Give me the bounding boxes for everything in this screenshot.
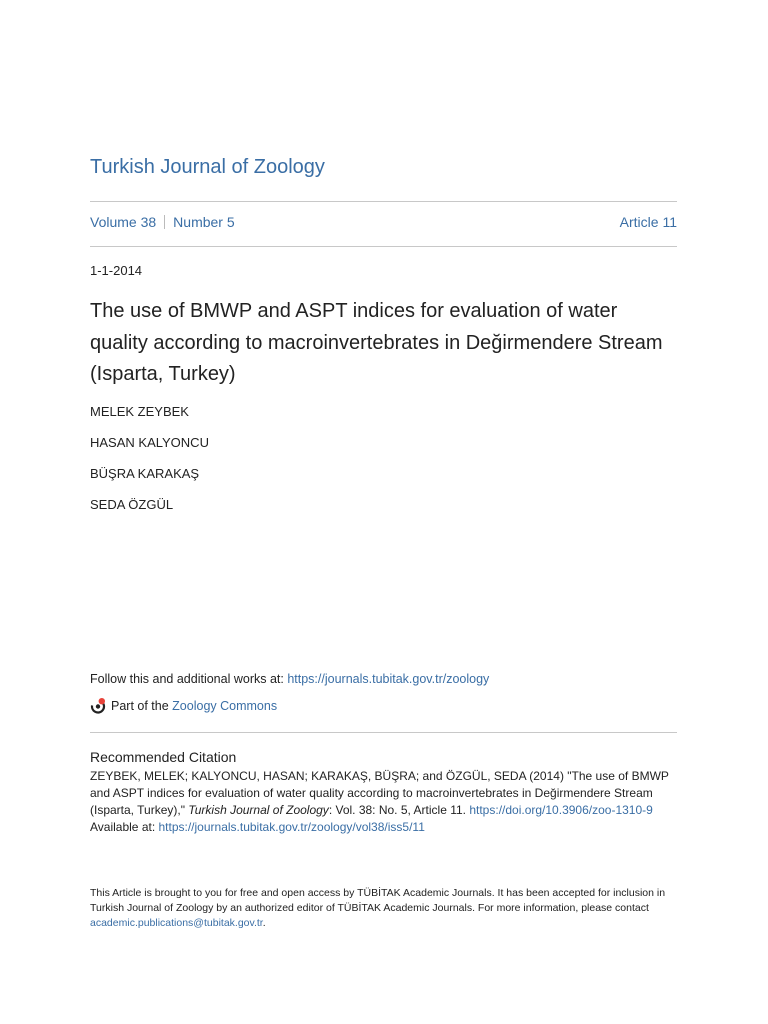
access-notice [90, 886, 680, 931]
available-at-line [90, 819, 680, 836]
author-list [90, 403, 209, 527]
zoology-commons-link[interactable]: Zoology Commons [172, 698, 278, 713]
available-at-label: Available at: [90, 820, 159, 834]
issue-breadcrumb [90, 214, 677, 230]
article-title: The use of BMWP and ASPT indices for evaluation of water quality according to macroinvertebrates in Değirmendere Stream (Isparta, Turkey) [90, 300, 663, 385]
access-notice-end: . [262, 917, 266, 929]
author-name: MELEK ZEYBEK [90, 404, 189, 419]
citation-text: ZEYBEK, MELEK; KALYONCU, HASAN; KARAKAŞ, BÜŞRA; and ÖZGÜL, SEDA (2014) "The use of BMWP and ASPT indices for evaluation of water quality according to macroinvertebrates in Değirmendere Stream (Isparta, Turkey)," [90, 769, 669, 817]
contact-email-link[interactable]: academic.publications@tubitak.gov.tr [90, 917, 263, 929]
citation-journal: Turkish Journal of Zoology [188, 803, 329, 817]
number-link[interactable]: Number 5 [173, 214, 235, 230]
citation-block [90, 768, 680, 836]
follow-line [90, 672, 489, 686]
article-link[interactable]: Article 11 [619, 214, 677, 230]
part-of-text: Part of the [111, 698, 169, 713]
open-access-icon [90, 697, 107, 714]
publication-date: 1-1-2014 [90, 263, 143, 278]
recommended-citation-heading: Recommended Citation [90, 749, 237, 765]
doi-link[interactable]: https://doi.org/10.3906/zoo-1310-9 [469, 803, 653, 817]
article-url-link[interactable]: https://journals.tubitak.gov.tr/zoology/vol38/iss5/11 [158, 820, 425, 834]
divider-issue [90, 246, 677, 247]
part-of-line [90, 697, 277, 714]
volume-link[interactable]: Volume 38 [90, 214, 157, 230]
author-name: HASAN KALYONCU [90, 435, 209, 450]
follow-text: Follow this and additional works at: [90, 672, 288, 686]
journal-title-link[interactable]: Turkish Journal of Zoology [90, 156, 325, 178]
citation-volume-text: : Vol. 38: No. 5, Article 11. [328, 803, 470, 817]
access-notice-text: This Article is brought to you for free and open access by TÜBİTAK Academic Journals. It has been accepted for inclusion in Turkish Journal of Zoology by an authorized editor of TÜBİTAK Academic Journals. For more information, please contact [90, 887, 666, 914]
divider-citation [90, 732, 677, 733]
repository-link[interactable]: https://journals.tubitak.gov.tr/zoology [287, 672, 490, 686]
divider-top [90, 201, 677, 202]
breadcrumb-separator [164, 215, 165, 229]
author-name: BÜŞRA KARAKAŞ [90, 466, 200, 481]
author-name: SEDA ÖZGÜL [90, 497, 174, 512]
